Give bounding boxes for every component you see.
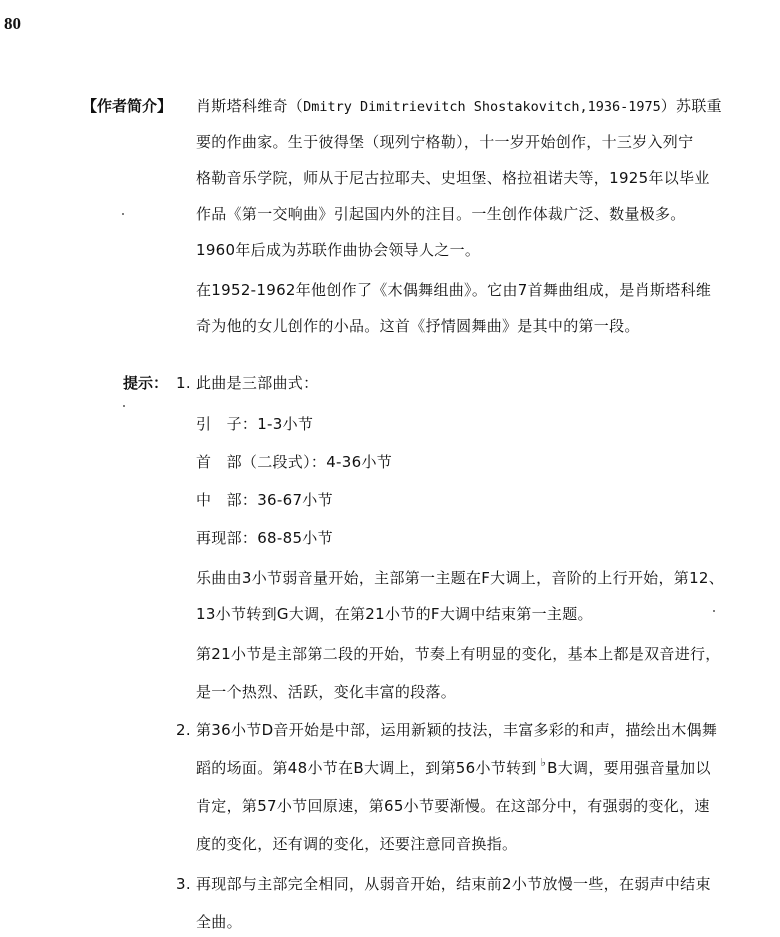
hint-2-line-2 xyxy=(196,758,711,780)
hint-3-number: 3. xyxy=(176,875,191,893)
hint-3-line-1: 再现部与主部完全相同，从弱音开始，结束前2小节放慢一些，在弱声中结束 xyxy=(196,875,711,893)
hint-1-paragraph-line-2: 13小节转到G大调，在第21小节的F大调中结束第一主题。 xyxy=(196,605,593,623)
hint-2-number: 2. xyxy=(176,721,191,739)
hint-1-paragraph-line-1: 乐曲由3小节弱音量开始，主部第一主题在F大调上，音阶的上行开始，第12、 xyxy=(196,569,725,587)
scan-speck xyxy=(713,610,715,612)
hint-1-number: 1. xyxy=(176,374,191,392)
flat-sign-icon: ♭ xyxy=(540,756,547,769)
hint-3-line-2: 全曲。 xyxy=(196,913,242,931)
hints-label: 提示： xyxy=(123,374,169,392)
hint-2-line-4: 度的变化，还有调的变化，还要注意同音换指。 xyxy=(196,835,518,853)
section-middle-part: 中 部：36-67小节 xyxy=(196,491,333,509)
author-intro-line-2: 要的作曲家。生于彼得堡（现列宁格勒），十一岁开始创作，十三岁入列宁 xyxy=(196,133,694,151)
scan-speck xyxy=(123,405,125,407)
section-intro: 引 子：1-3小节 xyxy=(196,415,314,433)
hint-2-line-3: 肯定，第57小节回原速，第65小节要渐慢。在这部分中，有强弱的变化，速 xyxy=(196,797,710,815)
hint-2-line-1: 第36小节D音开始是中部，运用新颖的技法，丰富多彩的和声，描绘出木偶舞 xyxy=(196,721,718,739)
author-intro-line-7: 奇为他的女儿创作的小品。这首《抒情圆舞曲》是其中的第一段。 xyxy=(196,317,640,335)
section-recapitulation: 再现部：68-85小节 xyxy=(196,529,333,547)
scan-speck xyxy=(122,213,124,215)
author-intro-line-4: 作品《第一交响曲》引起国内外的注目。一生创作体裁广泛、数量极多。 xyxy=(196,205,686,223)
hint-1-paragraph-line-3: 第21小节是主部第二段的开始，节奏上有明显的变化，基本上都是双音进行， xyxy=(196,645,721,663)
hint-1-paragraph-line-4: 是一个热烈、活跃，变化丰富的段落。 xyxy=(196,683,457,701)
author-name-zh: 肖斯塔科维奇（ xyxy=(196,97,304,115)
author-intro-line-1-tail: ）苏联重 xyxy=(660,97,722,115)
hint-2-line-2-end: B大调，要用强音量加以 xyxy=(547,759,711,777)
author-intro-line-3: 格勒音乐学院，师从于尼古拉耶夫、史坦堡、格拉祖诺夫等，1925年以毕业 xyxy=(196,169,710,187)
author-intro-label: 【作者简介】 xyxy=(82,97,173,115)
author-intro-line-6: 在1952-1962年他创作了《木偶舞组曲》。它由7首舞曲组成，是肖斯塔科维 xyxy=(196,281,712,299)
hint-1-title: 此曲是三部曲式： xyxy=(196,374,319,392)
section-first-part: 首 部（二段式）：4-36小节 xyxy=(196,453,393,471)
hint-2-line-2-start: 蹈的场面。第48小节在B大调上，到第56小节转到 xyxy=(196,759,537,777)
page-number: 80 xyxy=(4,14,21,33)
author-intro-line-1 xyxy=(196,96,722,117)
author-intro-line-5: 1960年后成为苏联作曲协会领导人之一。 xyxy=(196,241,481,259)
author-name-en: Dmitry Dimitrievitch Shostakovitch,1936-1975 xyxy=(303,99,661,115)
